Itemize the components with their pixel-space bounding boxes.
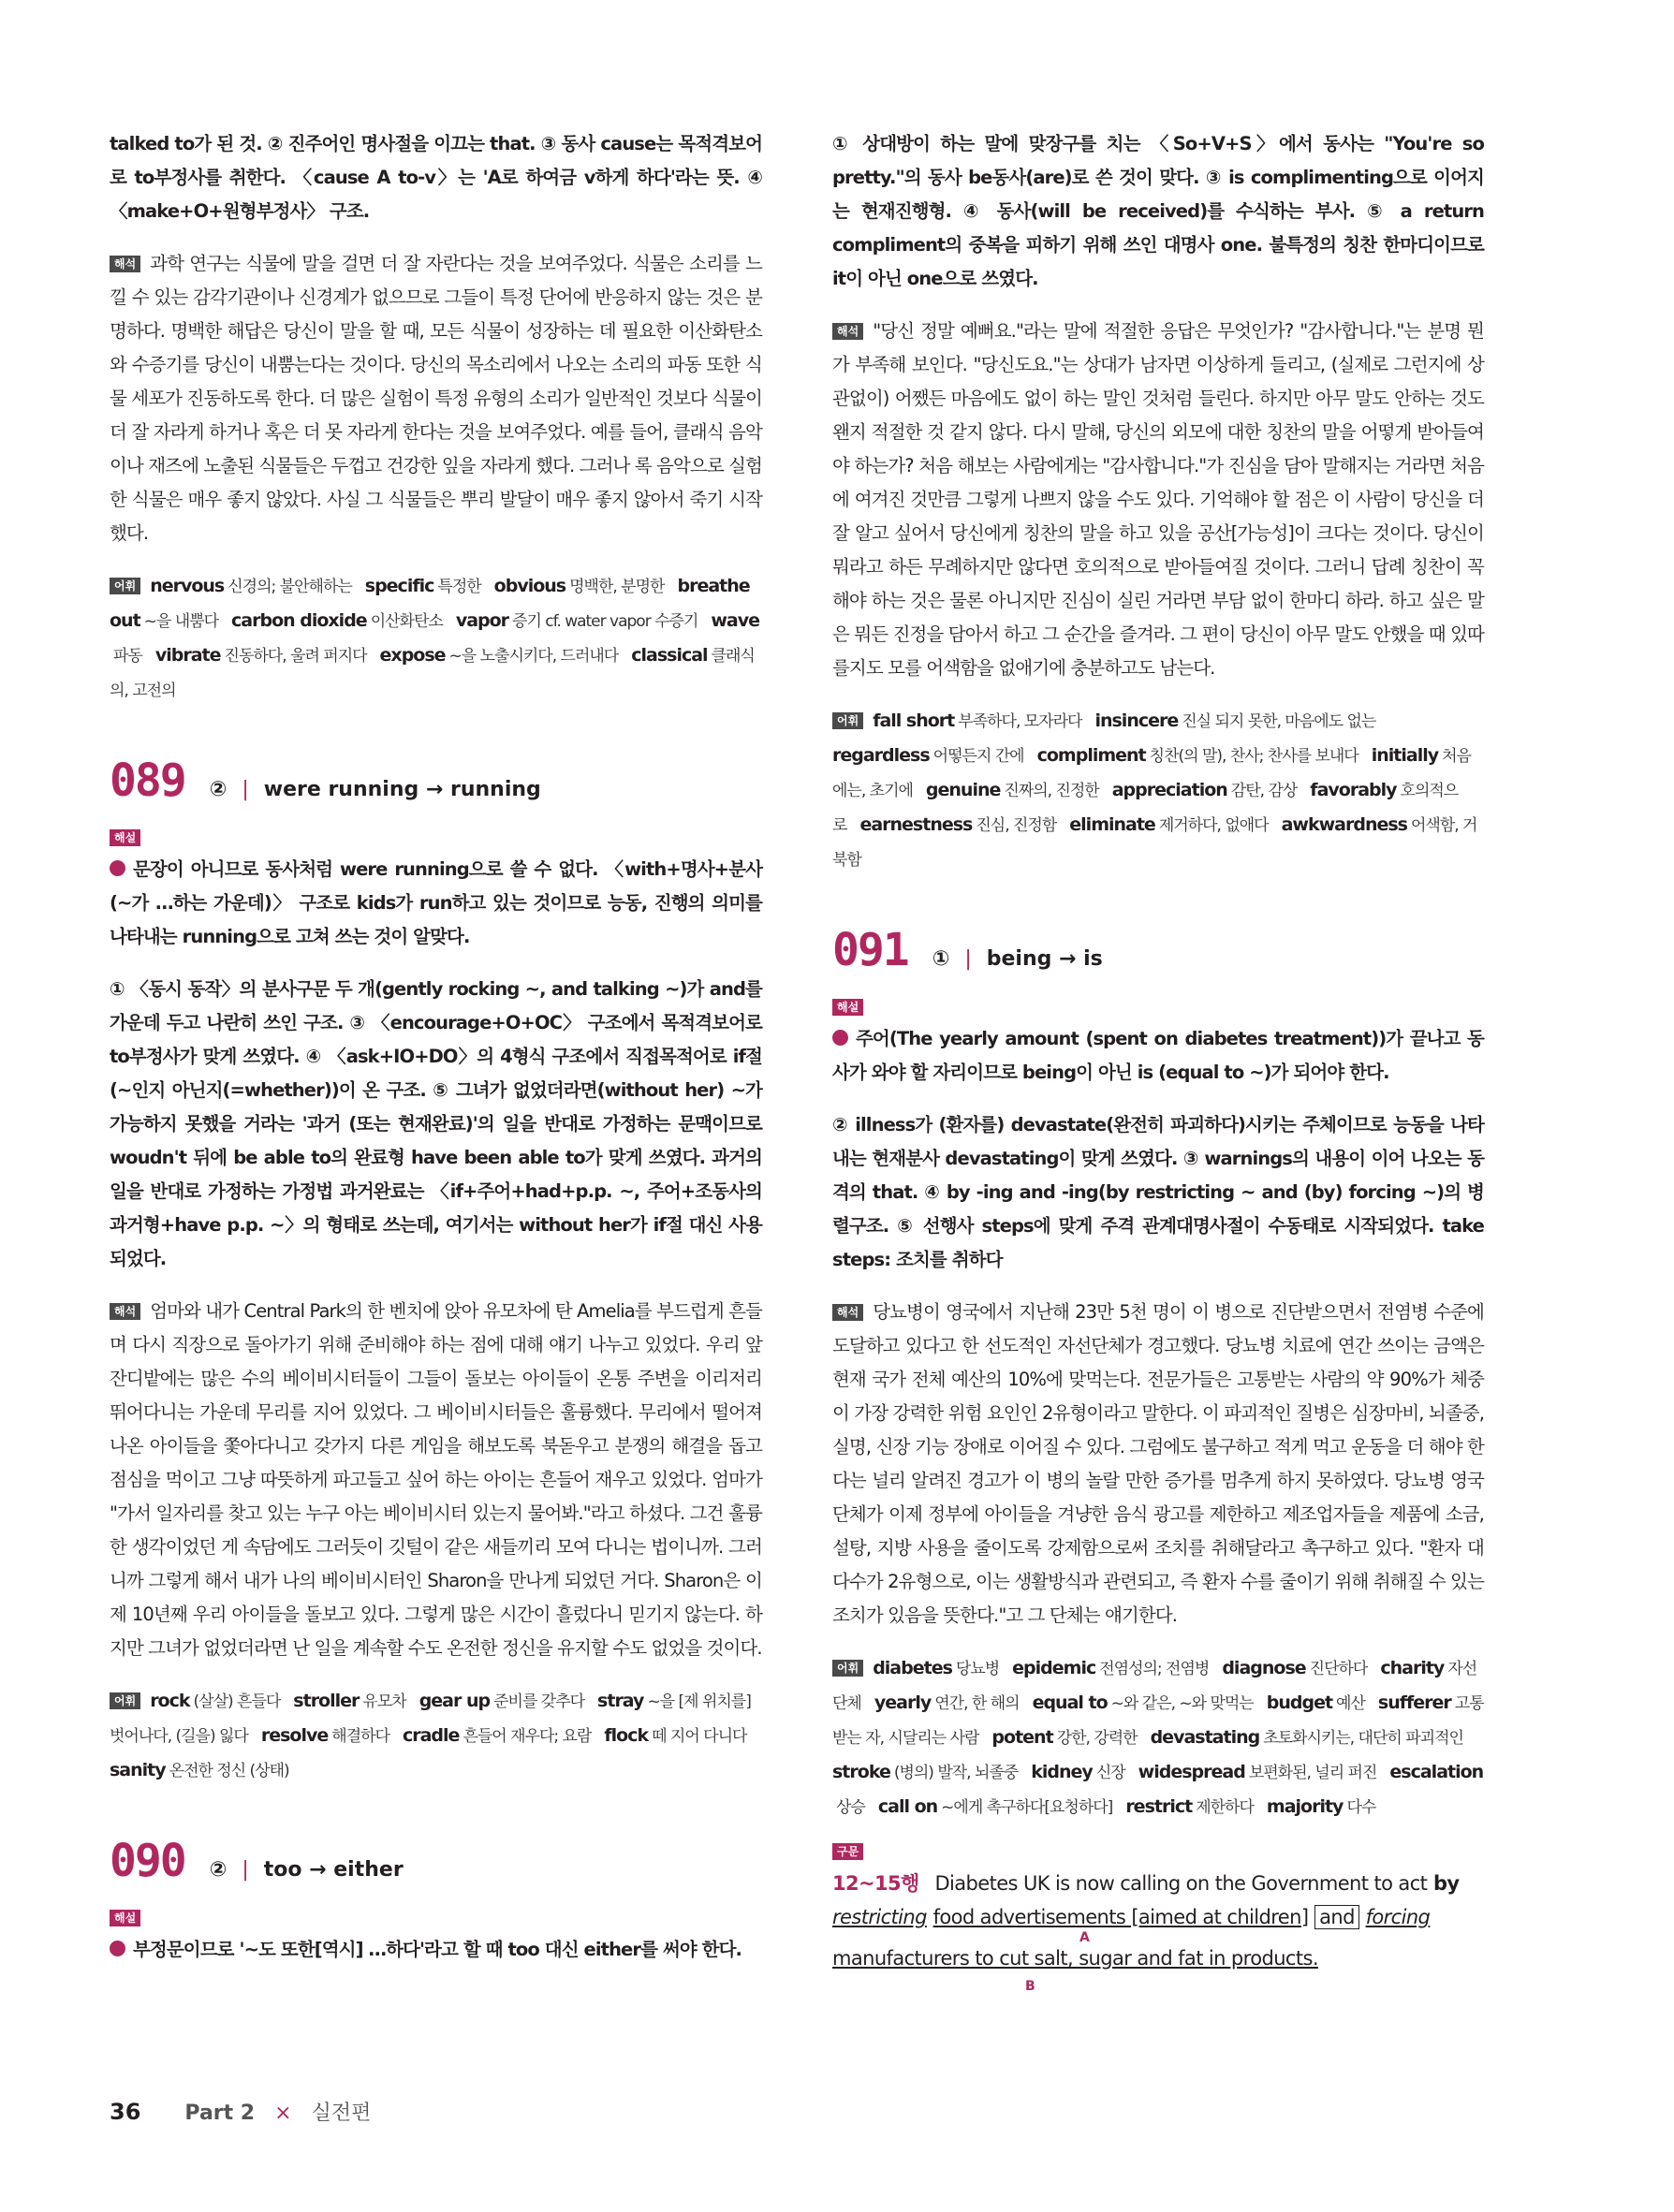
vocab-meaning: 이산화탄소 — [370, 612, 443, 631]
vocab-tag: 어휘 — [832, 1660, 863, 1677]
vocab-meaning: 예산 — [1336, 1694, 1365, 1713]
vocab-word: genuine — [925, 780, 1001, 800]
vocab-meaning: 명백한, 분명한 — [569, 578, 665, 596]
page-footer — [110, 2097, 371, 2126]
bullet-dot-icon — [110, 860, 125, 876]
vocab-word: awkwardness — [1281, 814, 1407, 835]
vocab-word: diabetes — [873, 1658, 952, 1678]
vocab-word: kidney — [1031, 1762, 1093, 1782]
divider: | — [964, 947, 972, 971]
vocab-word: favorably — [1310, 780, 1397, 800]
vocab-meaning: 감탄, 감상 — [1230, 782, 1298, 800]
q089-translation: 해석 엄마와 내가 Central Park의 한 벤치에 앉아 유모차에 탄 Amelia를 부드럽게 흔들며 다시 직장으로 돌아가기 위해 준비해야 하는 점에 대해 얘기 나누고 있었다. 우리 앞 잔디밭에는 많은 수의 베이비시터들이 그들이 돌보는 아이들이 온통 주변을 이리저리 뛰어다니는 가운데 무리를 지어 있었다. 그 베이비시터들은 훌륭했다. 무리에서 떨어져 나온 아이들을 쫓아다니고 갖가지 다른 게임을 해보도록 북돋우고 분쟁의 해결을 돕고 점심을 먹이고 그냥 따뜻하게 파고들고 싶어 하는 아이는 흔들어 재우고 있었다. 엄마가 "가서 일자리를 찾고 있는 누구 아는 베이비시터 있는지 물어봐."라고 하셨다. 그건 훌륭한 생각이었던 게 속담에도 그러듯이 깃털이 같은 새들끼리 모여 다니는 법이니까. 그러니까 그렇게 해서 내가 나의 베이비시터인 Sharon을 만나게 되었던 거다. Sharon은 이제 10년째 우리 아이들을 돌보고 있다. 그렇게 많은 시간이 흘렀다니 믿기지 않는다. 하지만 그녀가 없었더라면 난 일을 계속할 수도 온전한 정신을 유지할 수도 없었을 것이다. — [110, 1300, 762, 1659]
vocab-meaning: 강한, 강력한 — [1056, 1729, 1138, 1748]
vocab-meaning: 고통받는 자, 시달리는 사람 — [832, 1694, 1484, 1748]
separator: × — [274, 2102, 292, 2125]
vocab-meaning: ~을 [제 위치를] 벗어나다, (길을) 잃다 — [110, 1692, 751, 1746]
vocab-word: compliment — [1036, 745, 1146, 766]
vocab-meaning: ~을 내뿜다 — [143, 612, 219, 631]
translation-tag: 해석 — [832, 1304, 863, 1321]
vocab-meaning: 연간, 한 해의 — [934, 1694, 1020, 1713]
left-column — [110, 127, 762, 1985]
vocab-word: specific — [364, 576, 434, 596]
vocab-meaning: 제한하다 — [1196, 1798, 1254, 1817]
vocab-tag: 어휘 — [110, 578, 140, 594]
vocab-word: nervous — [150, 576, 225, 596]
vocab-word: sanity — [110, 1760, 166, 1780]
vocab-word: appreciation — [1111, 780, 1227, 800]
vocab-word: initially — [1371, 745, 1439, 766]
intro-grammar: talked to가 된 것. ② 진주어인 명사절을 이끄는 that. ③ 동사 cause는 목적격보어로 to부정사를 취한다. 〈cause A to-v〉는 'A로 하여금 v하게 하다'라는 뜻. ④ 〈make+O+원형부정사〉 구조. — [110, 133, 763, 222]
question-number: 089 — [110, 754, 185, 807]
structure-text: Diabetes UK is now calling on the Government to act — [934, 1872, 1428, 1895]
vocab-meaning: 제거하다, 없애다 — [1158, 816, 1269, 835]
mark-b: B — [1025, 1979, 1035, 1994]
vocab-word: insincere — [1094, 710, 1179, 731]
translation-tag: 해석 — [832, 323, 863, 340]
divider: | — [242, 1858, 249, 1882]
vocab-word: majority — [1266, 1796, 1344, 1817]
vocab-meaning: 신경의; 불안해하는 — [228, 578, 352, 596]
vocab-meaning: 흔들어 재우다; 요람 — [463, 1727, 592, 1746]
answer-choice: ① — [932, 947, 950, 971]
q089-vocab — [110, 1684, 762, 1788]
q091-vocab — [832, 1651, 1484, 1824]
vocab-meaning: (살살) 흔들다 — [193, 1692, 281, 1711]
vocab-word: resolve — [260, 1725, 329, 1746]
page-number: 36 — [110, 2099, 141, 2125]
vocab-meaning: 칭찬(의 말), 찬사; 찬사를 보내다 — [1149, 747, 1358, 766]
vocab-word: classical — [631, 645, 708, 666]
structure-and: and — [1314, 1905, 1359, 1929]
correction: were running → running — [263, 778, 541, 801]
vocab-word: earnestness — [859, 814, 973, 835]
q090-vocab — [832, 704, 1484, 877]
vocab-word: fall short — [873, 710, 955, 731]
vocab-meaning: ~을 노출시키다, 드러내다 — [448, 647, 619, 666]
vocab-meaning: 다수 — [1346, 1798, 1376, 1817]
vocab-word: yearly — [874, 1692, 932, 1713]
answer-choice: ② — [209, 778, 228, 801]
vocab-word: stroller — [293, 1691, 360, 1711]
vocab-meaning: 진단하다 — [1309, 1660, 1368, 1678]
vocab-word: breathe out — [110, 576, 750, 631]
q089-explanation-main: 문장이 아니므로 동사처럼 were running으로 쓸 수 없다. 〈with+명사+분사(~가 …하는 가운데)〉 구조로 kids가 run하고 있는 것이므로 능동, 진행의 의미를 나타내는 running으로 고쳐 쓰는 것이 알맞다. — [110, 858, 762, 947]
correction: being → is — [986, 947, 1103, 971]
vocab-word: vibrate — [154, 645, 221, 666]
structure-analysis — [832, 1867, 1484, 1994]
explanation-tag: 해설 — [110, 829, 140, 846]
vocab-meaning: 준비를 갖추다 — [493, 1692, 585, 1711]
vocab-word: charity — [1380, 1658, 1445, 1678]
vocab-word: regardless — [832, 745, 930, 766]
vocab-word: escalation — [1389, 1762, 1484, 1782]
vocab-meaning: 당뇨병 — [955, 1660, 1000, 1678]
vocab-word: wave — [711, 610, 760, 631]
vocab-tag: 어휘 — [110, 1692, 140, 1709]
correction: too → either — [263, 1858, 404, 1882]
q088-vocab — [110, 569, 762, 708]
vocab-meaning: 유모차 — [362, 1692, 406, 1711]
q091-translation: 해석 당뇨병이 영국에서 지난해 23만 5천 명이 이 병으로 진단받으면서 전염병 수준에 도달하고 있다고 한 선도적인 자선단체가 경고했다. 당뇨병 치료에 연간 쓰이는 금액은 현재 국가 전체 예산의 10%에 맞먹는다. 전문가들은 고통받는 사람의 약 90%가 체중이 가장 강력한 위험 요인인 2유형이라고 말한다. 이 파괴적인 질병은 심장마비, 뇌졸중, 실명, 신장 기능 장애로 이어질 수 있다. 그럼에도 불구하고 적게 먹고 운동을 더 해야 한다는 널리 알려진 경고가 이 병의 놀랄 만한 증가를 멈추게 하지 못하였다. 당뇨병 영국 단체가 이제 정부에 아이들을 겨냥한 음식 광고를 제한하고 제조업자들을 제품에 소금, 설탕, 지방 사용을 줄이도록 강제함으로써 조치를 취해달라고 촉구하고 있다. "환자 대다수가 2유형으로, 이는 생활방식과 관련되고, 즉 환자 수를 줄이기 위해 취해질 수 있는 조치가 있음을 뜻한다."고 그 단체는 얘기한다. — [832, 1301, 1484, 1626]
structure-rest: manufacturers to cut salt, sugar and fat in products. — [832, 1947, 1318, 1970]
vocab-meaning: 진동하다, 울려 퍼지다 — [224, 647, 367, 666]
structure-by: by — [1433, 1872, 1460, 1895]
vocab-word: stroke — [832, 1762, 890, 1782]
q090-translation: 해석 "당신 정말 예뻐요."라는 말에 적절한 응답은 무엇인가? "감사합니다."는 분명 뭔가 부족해 보인다. "당신도요."는 상대가 남자면 이상하게 들리고, (실제로 그런지에 상관없이) 어쨌든 마음에도 없이 하는 말인 것처럼 들린다. 하지만 아무 말도 안하는 것도 왠지 적절한 것 같지 않다. 다시 말해, 당신의 외모에 대한 칭찬의 말을 어떻게 받아들여야 하는가? 처음 해보는 사람에게는 "감사합니다."가 진심을 담아 말해지는 거라면 처음에 여겨진 것만큼 그렇게 나쁘지 않을 수도 있다. 기억해야 할 점은 이 사람이 당신을 더 잘 알고 싶어서 당신에게 칭찬의 말을 하고 있을 공산[가능성]이 크다는 것이다. 당신이 뭐라고 하든 무례하지만 않다면 호의적으로 받아들여질 것이다. 그러니 답례 칭찬이 꼭 해야 하는 것은 물론 아니지만 진심이 실린 거라면 부담 없이 한마디 하라. 하고 싶은 말은 뭐든 진정을 담아서 하고 그 순간을 즐겨라. 그 편이 당신이 아무 말도 안했을 때 있따를지도 모를 어색함을 없애기에 충분하고도 남는다. — [832, 320, 1484, 679]
q091-header — [832, 924, 1484, 976]
mark-a: A — [1079, 1930, 1090, 1945]
question-number: 091 — [832, 924, 908, 976]
vocab-meaning: 클래식의, 고전의 — [110, 647, 755, 700]
vocab-meaning: 진심, 진정함 — [976, 816, 1057, 835]
vocab-meaning: 온전한 정신 (상태) — [169, 1762, 289, 1780]
vocab-word: diagnose — [1222, 1658, 1306, 1678]
vocab-meaning: 특정한 — [437, 578, 481, 596]
vocab-word: potent — [991, 1727, 1053, 1748]
vocab-meaning: (병의) 발작, 뇌졸중 — [893, 1764, 1019, 1782]
vocab-meaning: 전염성의; 전염병 — [1099, 1660, 1210, 1678]
vocab-meaning: 증기 cf. water vapor 수증기 — [512, 612, 698, 631]
q091-explanation-detail: ② illness가 (환자를) devastate(완전히 파괴하다)시키는 주체이므로 능동을 나타내는 현재분사 devastating이 맞게 쓰였다. ③ warnings의 내용이 이어 나오는 동격의 that. ④ by -ing and -ing(by restricting ~ and (by) forcing ~)의 병렬구조. ⑤ 선행사 steps에 맞게 주격 관계대명사절이 수동태로 시작되었다. take steps: 조치를 취하다 — [832, 1114, 1484, 1270]
translation-tag: 해석 — [110, 1303, 140, 1320]
section-label: 실전편 — [311, 2102, 372, 2125]
vocab-word: devastating — [1150, 1727, 1260, 1748]
vocab-meaning: 호의적으로 — [832, 782, 1459, 835]
vocab-tag: 어휘 — [832, 712, 863, 729]
explanation-tag: 해설 — [110, 1910, 140, 1926]
bullet-dot-icon — [832, 1030, 848, 1046]
vocab-meaning: ~와 같은, ~와 맞먹는 — [1110, 1694, 1254, 1713]
q091-explanation-main: 주어(The yearly amount (spent on diabetes treatment))가 끝나고 동사가 와야 할 자리이므로 being이 아닌 is (equal to ~)가 되어야 한다. — [832, 1028, 1484, 1083]
bullet-dot-icon — [110, 1941, 125, 1956]
vocab-meaning: 부족하다, 모자라다 — [958, 712, 1082, 731]
vocab-word: budget — [1266, 1692, 1333, 1713]
vocab-word: stray — [597, 1691, 644, 1711]
question-number: 090 — [110, 1835, 185, 1887]
structure-tag: 구문 — [832, 1843, 863, 1860]
vocab-word: carbon dioxide — [231, 610, 367, 631]
vocab-meaning: 해결하다 — [331, 1727, 389, 1746]
vocab-word: eliminate — [1069, 814, 1155, 835]
translation-tag: 해석 — [110, 256, 140, 272]
line-range: 12~15행 — [832, 1872, 919, 1895]
vocab-meaning: ~에게 촉구하다[요청하다] — [941, 1798, 1113, 1817]
structure-ads: food advertisements [aimed at children] — [932, 1906, 1309, 1928]
vocab-meaning: 초토화시키는, 대단히 파괴적인 — [1263, 1729, 1463, 1748]
vocab-word: widespread — [1138, 1762, 1245, 1782]
vocab-word: flock — [604, 1725, 649, 1746]
vocab-meaning: 떼 지어 다니다 — [652, 1727, 747, 1746]
vocab-meaning: 진짜의, 진정한 — [1004, 782, 1099, 800]
structure-restricting: restricting — [832, 1906, 927, 1928]
divider: | — [242, 778, 249, 801]
vocab-word: cradle — [402, 1725, 460, 1746]
part-label: Part 2 — [184, 2102, 256, 2125]
vocab-meaning: 진실 되지 못한, 마음에도 없는 — [1182, 712, 1376, 731]
vocab-word: vapor — [455, 610, 509, 631]
vocab-word: call on — [877, 1796, 938, 1817]
q090-header — [110, 1835, 762, 1887]
q089-header — [110, 754, 762, 807]
vocab-meaning: 파동 — [113, 647, 142, 666]
structure-forcing: forcing — [1365, 1906, 1431, 1928]
explanation-tag: 해설 — [832, 999, 863, 1016]
right-column — [832, 127, 1484, 1994]
vocab-meaning: 신장 — [1095, 1764, 1125, 1782]
q090-explanation-detail: ① 상대방이 하는 말에 맞장구를 치는 〈So+V+S〉에서 동사는 "You're so pretty."의 동사 be동사(are)로 쓴 것이 맞다. ③ is complimenting으로 이어지는 현재진행형. ④ 동사(will be received)를 수식하는 부사. ⑤ a return compliment의 중복을 피하기 위해 쓰인 대명사 one. 불특정의 칭찬 한마디이므로 it이 아닌 one으로 쓰였다. — [832, 133, 1484, 289]
vocab-word: equal to — [1032, 1692, 1108, 1713]
q090-explanation-main: 부정문이므로 '~도 또한[역시] …하다'라고 할 때 too 대신 either를 써야 한다. — [110, 1933, 762, 1967]
q089-explanation-detail: ① 〈동시 동작〉의 분사구문 두 개(gently rocking ~, and talking ~)가 and를 가운데 두고 나란히 쓰인 구조. ③ 〈encourage+O+OC〉 구조에서 목적격보어로 to부정사가 맞게 쓰였다. ④ 〈ask+IO+DO〉의 4형식 구조에서 직접목적어로 if절(~인지 아닌지(=whether))이 온 구조. ⑤ 그녀가 없었더라면(without her) ~가 가능하지 못했을 거라는 '과거 (또는 현재완료)'의 일을 반대로 가정하는 문맥이므로 woudn't 뒤에 be able to의 완료형 have been able to가 맞게 쓰였다. 과거의 일을 반대로 가정하는 가정법 과거완료는 〈if+주어+had+p.p. ~, 주어+조동사의 과거형+have p.p. ~〉의 형태로 쓰는데, 여기서는 without her가 if절 대신 사용되었다. — [110, 978, 762, 1269]
vocab-word: rock — [150, 1691, 190, 1711]
answer-choice: ② — [209, 1858, 228, 1882]
vocab-meaning: 어떻든지 간에 — [932, 747, 1024, 766]
vocab-word: gear up — [418, 1691, 491, 1711]
vocab-word: expose — [379, 645, 446, 666]
vocab-meaning: 자선단체 — [832, 1660, 1477, 1713]
vocab-meaning: 상승 — [836, 1798, 865, 1817]
vocab-word: obvious — [493, 576, 566, 596]
vocab-word: sufferer — [1377, 1692, 1451, 1713]
vocab-meaning: 어색함, 거북함 — [832, 816, 1477, 870]
vocab-meaning: 보편화된, 널리 퍼진 — [1248, 1764, 1377, 1782]
q088-translation: 해석 과학 연구는 식물에 말을 걸면 더 잘 자란다는 것을 보여주었다. 식물은 소리를 느낄 수 있는 감각기관이나 신경계가 없으므로 그들이 특정 단어에 반응하지 않는 것은 분명하다. 명백한 해답은 당신이 말을 할 때, 모든 식물이 성장하는 데 필요한 이산화탄소와 수증기를 당신이 내뿜는다는 것이다. 당신의 목소리에서 나오는 소리의 파동 또한 식물 세포가 진동하도록 한다. 더 많은 실험이 특정 유형의 소리가 일반적인 것보다 식물이 더 잘 자라게 하거나 혹은 더 못 자라게 한다는 것을 보여주었다. 예를 들어, 클래식 음악이나 재즈에 노출된 식물들은 두껍고 건강한 잎을 자라게 했다. 그러나 록 음악으로 실험한 식물은 매우 좋지 않았다. 사실 그 식물들은 뿌리 발달이 매우 좋지 않아서 죽기 시작했다. — [110, 253, 762, 544]
vocab-word: epidemic — [1012, 1658, 1096, 1678]
vocab-word: restrict — [1125, 1796, 1193, 1817]
vocab-meaning: 처음에는, 초기에 — [832, 747, 1471, 800]
